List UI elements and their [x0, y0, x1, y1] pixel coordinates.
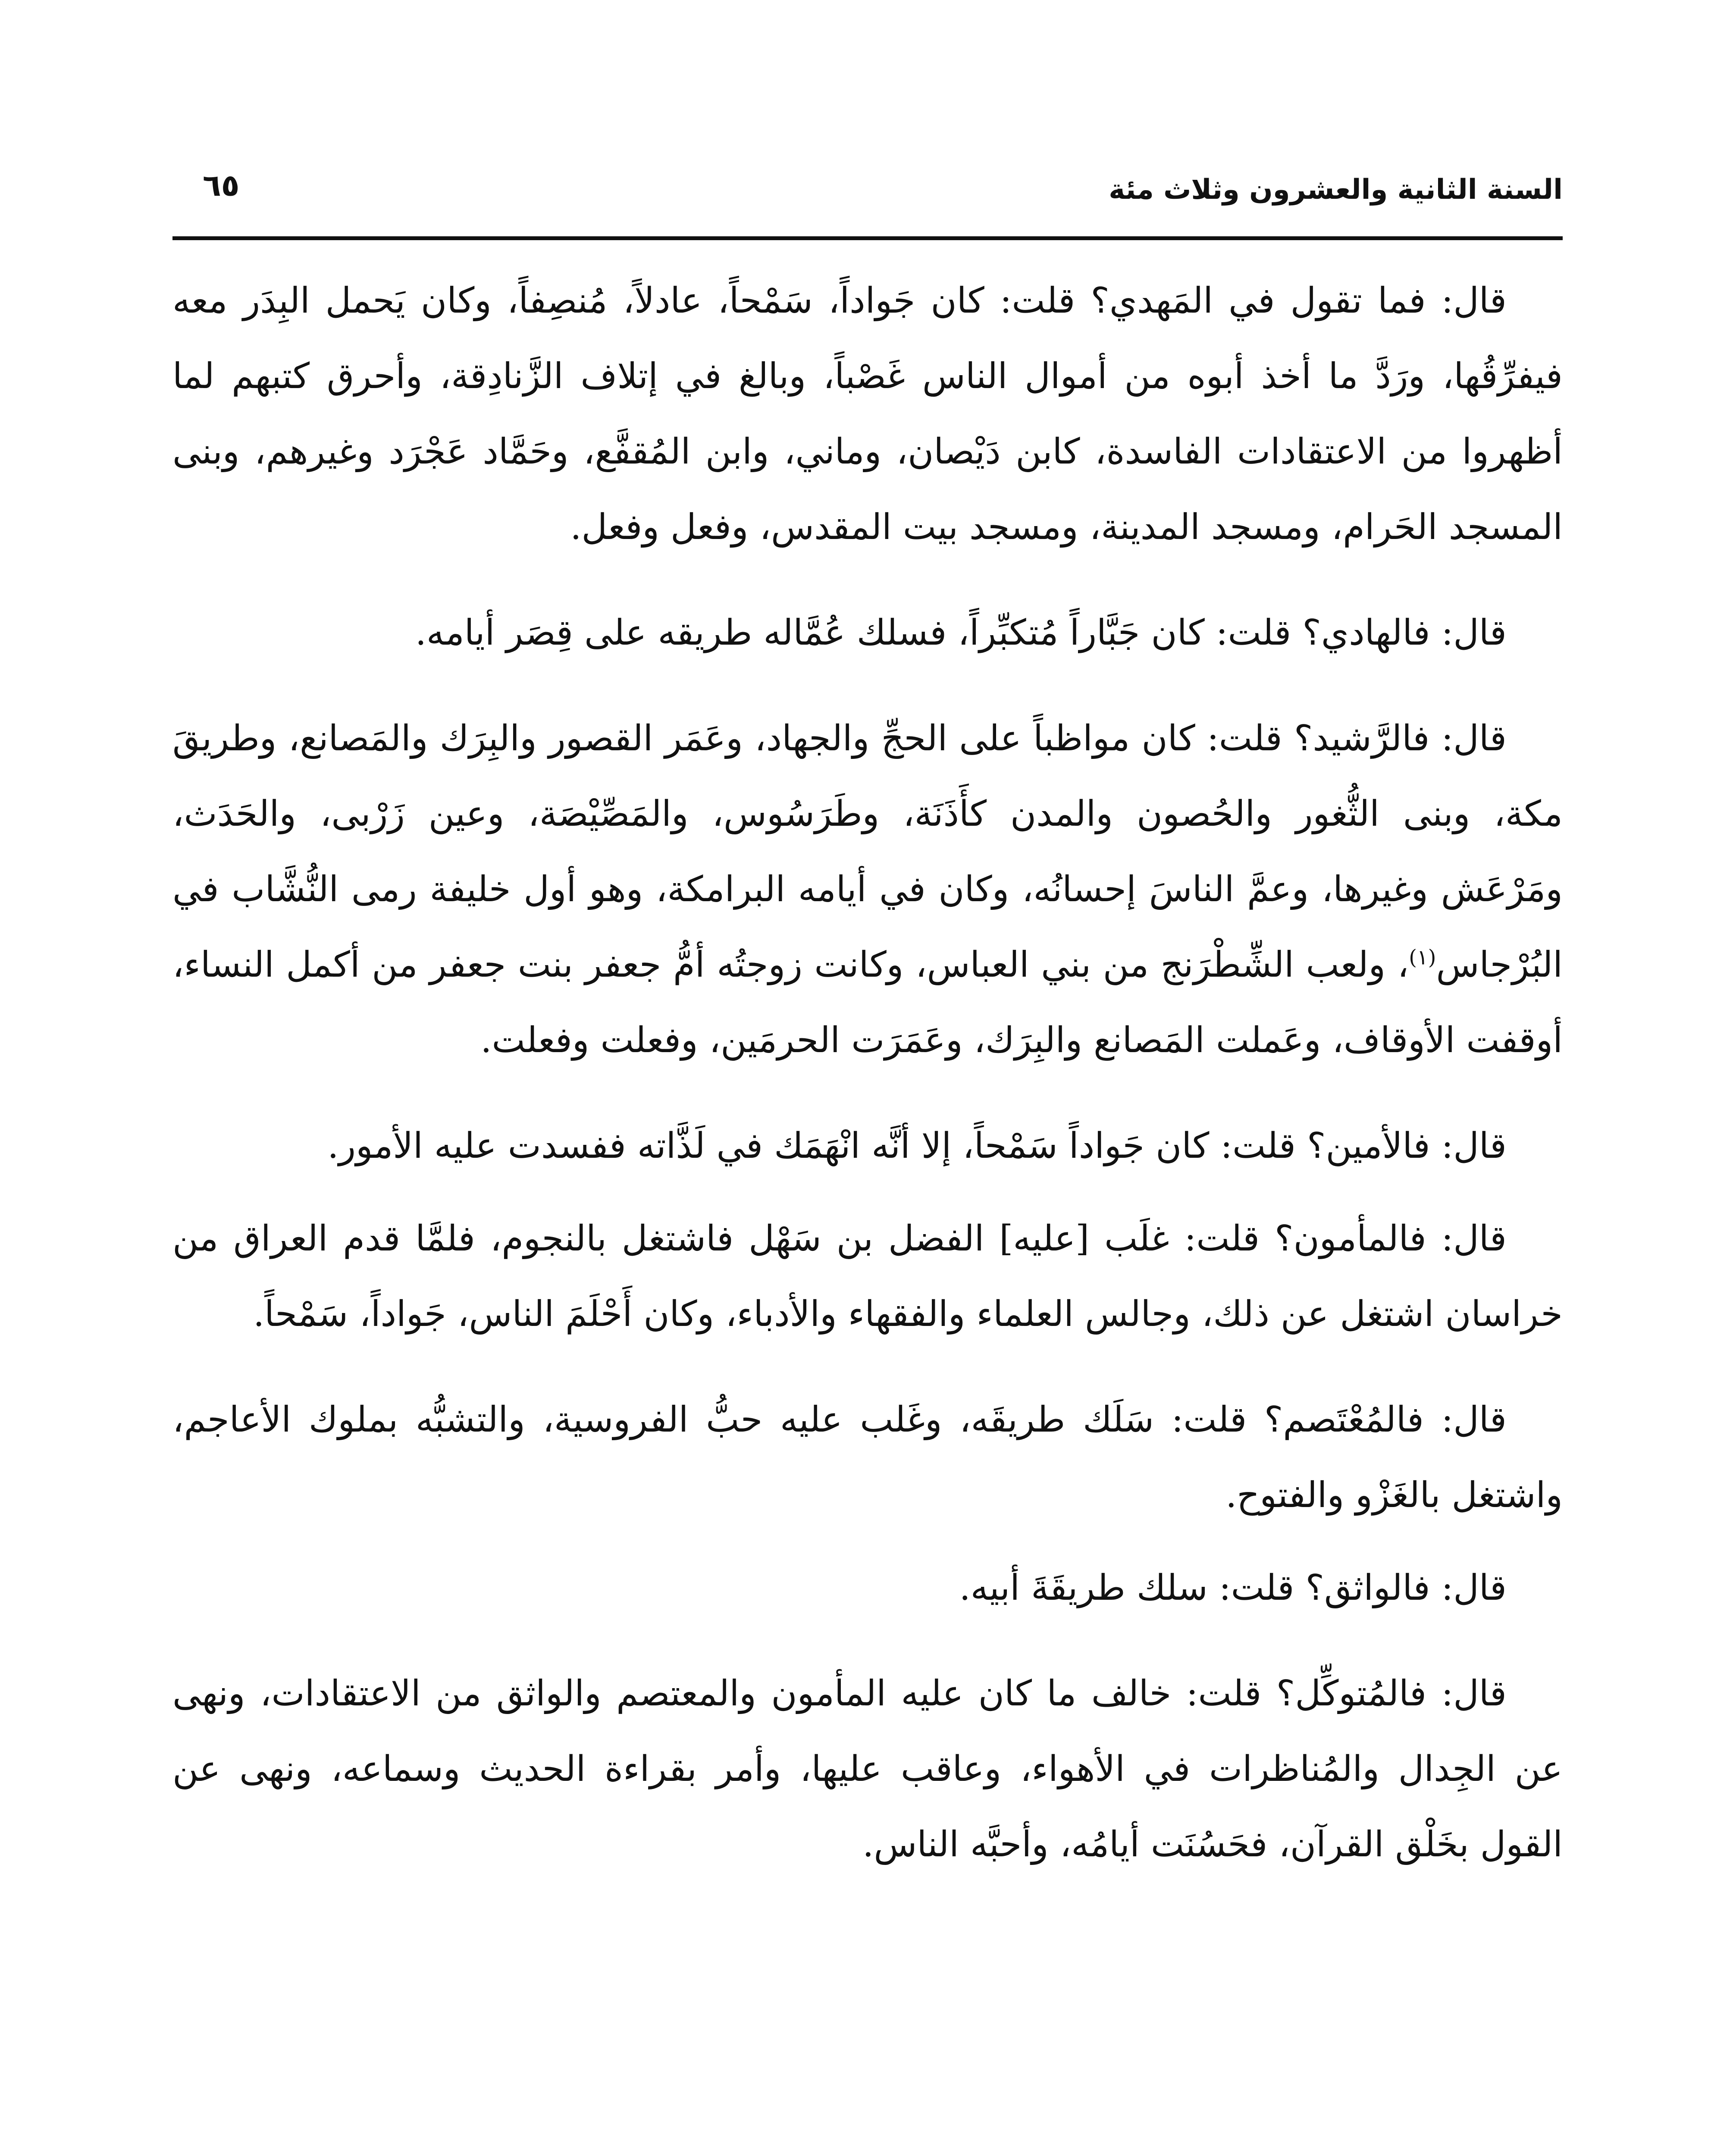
paragraph-mahdi: قال: فما تقول في المَهدي؟ قلت: كان جَواداً، سَمْحاً، عادلاً، مُنصِفاً، وكان يَحمل البِدَر معه فيفرِّقُها، ورَدَّ ما أخذ أبوه من أموال الناس غَصْباً، وبالغ في إتلاف الزَّنادِقة، وأحرق كتبهم لما أظهروا من الاعتقادات الفاسدة، كابن دَيْصان، وماني، وابن المُقفَّع، وحَمَّاد عَجْرَد وغيرهم، وبنى المسجد الحَرام، ومسجد المدينة، ومسجد بيت المقدس، وفعل وفعل. — [172, 280, 1563, 548]
page-number: ٦٥ — [203, 168, 240, 203]
paragraph-hadi: قال: فالهادي؟ قلت: كان جَبَّاراً مُتكبِّراً، فسلك عُمَّاله طريقه على قِصَر أيامه. — [415, 612, 1507, 653]
paragraph-wathiq: قال: فالواثق؟ قلت: سلك طريقَةَ أبيه. — [959, 1567, 1507, 1608]
paragraph-rashid-part2: ، ولعب الشِّطْرَنج من بني العباس، وكانت زوجتُه أمُّ جعفر بنت جعفر من أكمل النساء، أوقفت الأوقاف، وعَملت المَصانع والبِرَك، وعَمَرَت الحرمَين، وفعلت وفعلت. — [172, 944, 1563, 1061]
running-title: السنة الثانية والعشرون وثلاث مئة — [1109, 174, 1563, 206]
paragraph-mutawakkil: قال: فالمُتوكِّل؟ قلت: خالف ما كان عليه المأمون والمعتصم والواثق من الاعتقادات، ونهى عن الجِدال والمُناظرات في الأهواء، وعاقب عليها، وأمر بقراءة الحديث وسماعه، ونهى عن القول بخَلْق القرآن، فحَسُنَت أيامُه، وأحبَّه الناس. — [172, 1673, 1563, 1865]
paragraph-rashid-part1: قال: فالرَّشيد؟ قلت: كان مواظباً على الحجِّ والجهاد، وعَمَر القصور والبِرَك والمَصانع، وطريقَ مكة، وبنى الثُّغور والحُصون والمدن كأَذَنَة، وطَرَسُوس، والمَصِّيْصَة، وعين زَرْبى، والحَدَث، ومَرْعَش وغيرها، وعمَّ الناسَ إحسانُه، وكان في أيامه البرامكة، وهو أول خليفة رمى النُّشَّاب في البُرْجاس — [172, 718, 1563, 985]
main-text — [172, 263, 1563, 1912]
footnote-reference: (١) — [1409, 945, 1436, 970]
header-rule — [172, 236, 1563, 240]
page-header — [172, 164, 1563, 229]
paragraph-mamun: قال: فالمأمون؟ قلت: غلَب [عليه] الفضل بن سَهْل فاشتغل بالنجوم، فلمَّا قدم العراق من خراسان اشتغل عن ذلك، وجالس العلماء والفقهاء والأدباء، وكان أَحْلَمَ الناس، جَواداً، سَمْحاً. — [172, 1218, 1563, 1335]
paragraph-amin: قال: فالأمين؟ قلت: كان جَواداً سَمْحاً، إلا أنَّه انْهَمَك في لَذَّاته ففسدت عليه الأمور. — [327, 1125, 1507, 1166]
paragraph-rashid — [172, 701, 1563, 1078]
paragraph-mutasim: قال: فالمُعْتَصم؟ قلت: سَلَك طريقَه، وغَلب عليه حبُّ الفروسية، والتشبُّه بملوك الأعاجم، واشتغل بالغَزْو والفتوح. — [172, 1399, 1563, 1516]
